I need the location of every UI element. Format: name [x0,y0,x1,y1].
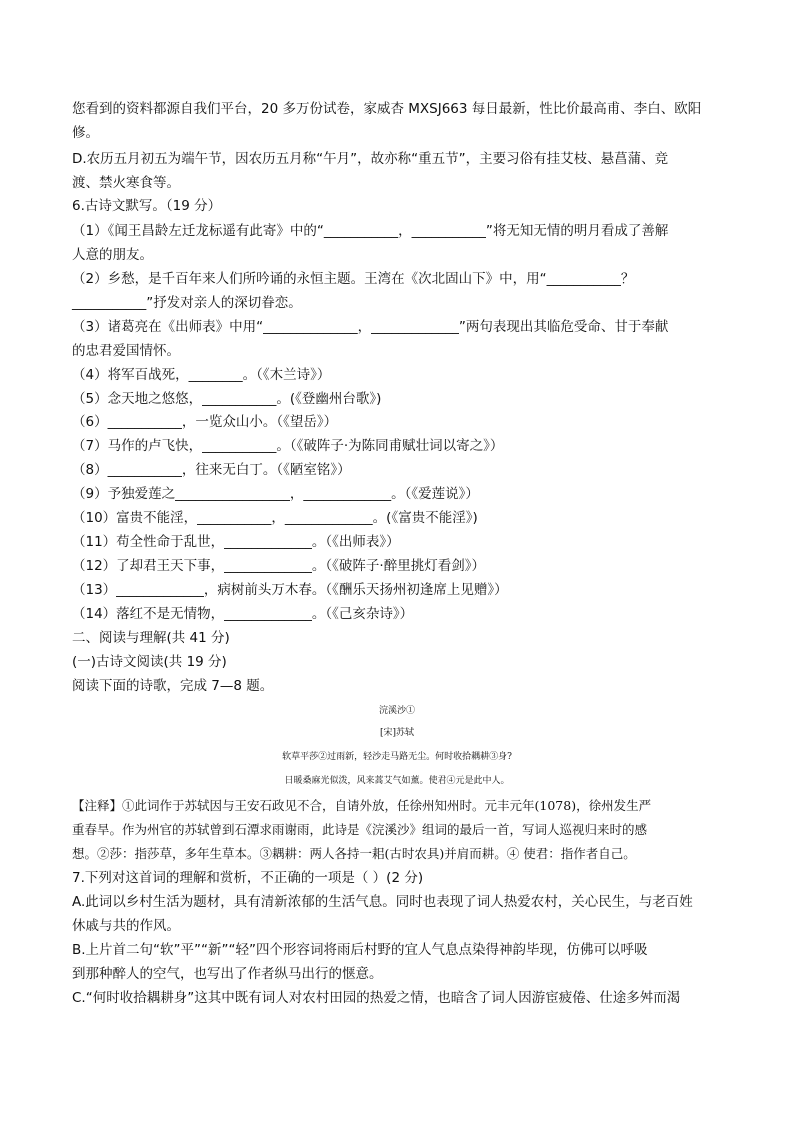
text-line: （2）乡愁，是千百年来人们所吟诵的永恒主题。王湾在《次北固山下》中，用“___________？ [72,271,635,287]
text-line: （5）念天地之悠悠，___________。(《登幽州台歌》) [72,391,382,407]
option-line: C.“何时收拾耦耕身”这其中既有词人对农村田园的热爱之情，也暗含了词人因游宦疲倦、仕途多舛而渴 [72,990,681,1006]
text-line: （4）将军百战死，________。（《木兰诗》） [72,367,331,383]
text-line: （12）了却君王天下事，_____________。（《破阵子·醉里挑灯看剑》） [72,558,485,574]
option-line: A.此词以乡村生活为题材，具有清新浓郁的生活气息。同时也表现了词人热爱农村，关心民生，与老百姓 [72,894,693,910]
text-line: 的忠君爱国情怀。 [72,343,180,359]
section-heading: 二、阅读与理解(共 41 分) [72,630,230,646]
text-line: （3）诸葛亮在《出师表》中用“______________，_____________”两句表现出其临危受命、甘于奉献 [72,319,669,335]
poem-line: 日暖桑麻光似泼，风来蒿艾气如薰。使君④元是此中人。 [284,776,510,786]
text-line: （7）马作的卢飞快，___________。（《破阵子·为陈同甫赋壮词以寄之》） [72,438,504,454]
poem-title: 浣溪沙① [378,706,415,716]
note-line: 【注释】①此词作于苏轼因与王安石政见不合，自请外放，任徐州知州时。元丰元年(1078)，徐州发生严 [72,798,652,813]
text-line: 修。 [72,125,99,141]
text-line: 人意的朋友。 [72,247,153,263]
text-line: 渡、禁火寒食等。 [72,175,180,191]
question-stem: 7.下列对这首词的理解和赏析，不正确的一项是（ ）(2 分) [72,870,424,886]
instruction-line: 阅读下面的诗歌，完成 7—8 题。 [72,678,274,694]
text-line: （10）富贵不能淫，___________，_____________。(《富贵不能淫》) [72,510,478,526]
option-line: 休戚与共的作风。 [72,918,180,934]
text-line: （6）___________，一览众山小。（《望岳》） [72,414,338,430]
poem-author: [宋]苏轼 [379,728,415,738]
text-line: （14）落红不是无情物，_____________。（《己亥杂诗》） [72,606,414,622]
note-line: 想。②莎：指莎草，多年生草本。③耦耕：两人各持一耜(古时农具)并肩而耕。④ 使君：指作者自己。 [72,846,636,861]
text-line: （8）___________，往来无白丁。（《陋室铭》） [72,462,351,478]
text-line: （13）_____________，病树前头万木春。（《酬乐天扬州初逢席上见赠》） [72,582,508,598]
text-line: （1）《闻王昌龄左迁龙标遥有此寄》中的“___________，___________”将无知无情的明月看成了善解 [72,223,669,239]
note-line: 重春旱。作为州官的苏轼曾到石潭求雨谢雨，此诗是《浣溪沙》组词的最后一首，写词人巡视归来时的感 [72,822,648,837]
question-heading: 6.古诗文默写。（19 分） [72,198,222,214]
subsection-heading: (一)古诗文阅读(共 19 分) [72,654,227,670]
option-line: 到那种醉人的空气，也写出了作者纵马出行的惬意。 [72,966,383,982]
text-line: （11）苟全性命于乱世，_____________。（《出师表》） [72,534,400,550]
option-line: B.上片首二句“软”平”“新”“轻”四个形容词将雨后村野的宜人气息点染得神韵毕现，仿佛可以呼吸 [72,942,648,958]
text-line: 您看到的资料都源自我们平台，20 多万份试卷，家威杏 MXSJ663 每日最新，性比价最高甫、李白、欧阳 [72,101,702,117]
text-line: （9）予独爱莲之_________________，_____________。（《爱莲说》） [72,486,479,502]
poem-line: 软草平莎②过雨新，轻沙走马路无尘。何时收拾耦耕③身? [282,752,512,762]
text-line: ___________”抒发对亲人的深切眷恋。 [72,295,302,311]
text-line: D.农历五月初五为端午节，因农历五月称“午月”，故亦称“重五节”，主要习俗有挂艾枝、悬菖蒲、竞 [72,151,669,167]
